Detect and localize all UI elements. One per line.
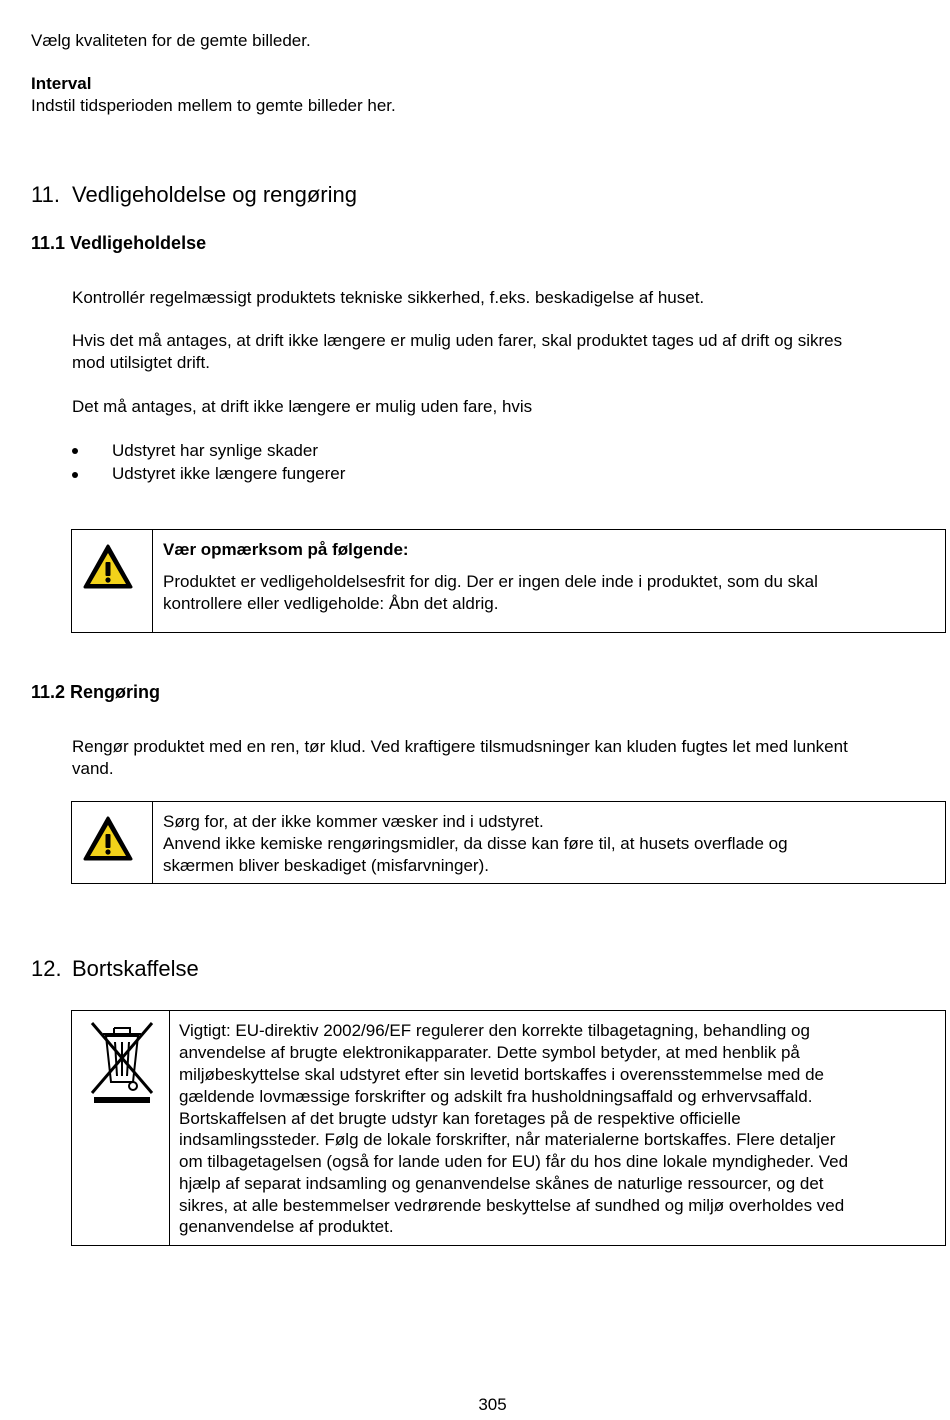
cleaning-warning-line-2: Anvend ikke kemiske rengøringsmidler, da disse kan føre til, at husets overflade og [163,834,788,853]
warning-icon-cell [72,530,152,632]
bullet-dot [72,448,78,454]
bullet-item-2: Udstyret ikke længere fungerer [112,464,346,483]
warning-icon-cell [72,802,152,883]
warning-triangle-icon [82,815,134,863]
maintenance-paragraph-2-line-2: mod utilsigtet drift. [72,353,210,372]
crossed-out-wheelie-bin-icon [87,1020,157,1104]
disposal-box [71,1010,946,1246]
maintenance-warning-box [71,529,946,633]
section-11-number: 11. [31,182,60,207]
disposal-line-8: hjælp af separat indsamling og genanvendelse skånes de naturlige ressourcer, og det [179,1174,824,1193]
weee-icon-cell [72,1011,169,1245]
warning-text-line-2: kontrollere eller vedligeholde: Åbn det aldrig. [163,594,499,613]
section-11-2-heading: 11.2 Rengøring [31,682,161,702]
section-11-1-heading: 11.1 Vedligeholdelse [31,233,207,253]
disposal-line-5: Bortskaffelsen af det brugte udstyr kan foretages på de respektive officielle [179,1109,741,1128]
warning-text-line-1: Produktet er vedligeholdelsesfrit for dig. Der er ingen dele inde i produktet, som du skal [163,572,818,591]
interval-text: Indstil tidsperioden mellem to gemte billeder her. [31,96,396,115]
disposal-line-1: Vigtigt: EU-direktiv 2002/96/EF regulerer den korrekte tilbagetagning, behandling og [179,1021,810,1040]
cleaning-warning-line-3: skærmen bliver beskadiget (misfarvninger). [163,856,489,875]
cleaning-paragraph-line-2: vand. [72,759,114,778]
disposal-line-9: sikres, at alle bestemmelser vedrørende beskyttelse af sundhed og miljø overholdes ved [179,1196,845,1215]
disposal-line-10: genanvendelse af produktet. [179,1217,394,1236]
disposal-line-7: om tilbagetagelsen (også for lande uden for EU) får du hos dine lokale myndigheder. Ved [179,1152,849,1171]
maintenance-paragraph-1: Kontrollér regelmæssigt produktets tekniske sikkerhed, f.eks. beskadigelse af huset. [72,288,705,307]
disposal-line-4: gældende lovmæssige forskrifter og adskilt fra husholdningsaffald og erhvervsaffald. [179,1087,813,1106]
maintenance-paragraph-2-line-1: Hvis det må antages, at drift ikke længere er mulig uden farer, skal produktet tages ud af drift og sikres [72,331,843,350]
page-number: 305 [478,1395,507,1414]
cleaning-warning-box [71,801,946,884]
box-divider [169,1011,170,1245]
bullet-item-1: Udstyret har synlige skader [112,441,318,460]
box-divider [152,530,153,632]
disposal-line-3: miljøbeskyttelse skal udstyret efter sin levetid bortskaffes i overensstemmelse med de [179,1065,825,1084]
interval-heading: Interval [31,74,92,93]
disposal-line-6: indsamlingssteder. Følg de lokale forskrifter, når materialerne bortskaffes. Flere detaljer [179,1130,836,1149]
disposal-line-2: anvendelse af brugte elektronikapparater. Dette symbol betyder, at med henblik på [179,1043,800,1062]
maintenance-paragraph-3: Det må antages, at drift ikke længere er mulig uden fare, hvis [72,397,533,416]
section-12-number: 12. [31,956,62,981]
quality-text: Vælg kvaliteten for de gemte billeder. [31,31,311,50]
cleaning-warning-line-1: Sørg for, at der ikke kommer væsker ind i udstyret. [163,812,544,831]
warning-triangle-icon [82,543,134,591]
cleaning-paragraph-line-1: Rengør produktet med en ren, tør klud. Ved kraftigere tilsmudsninger kan kluden fugtes let med lunkent [72,737,848,756]
bullet-dot [72,472,78,478]
box-divider [152,802,153,883]
section-12-title: Bortskaffelse [72,956,199,981]
warning-title: Vær opmærksom på følgende: [163,540,409,559]
section-11-title: Vedligeholdelse og rengøring [72,182,357,207]
